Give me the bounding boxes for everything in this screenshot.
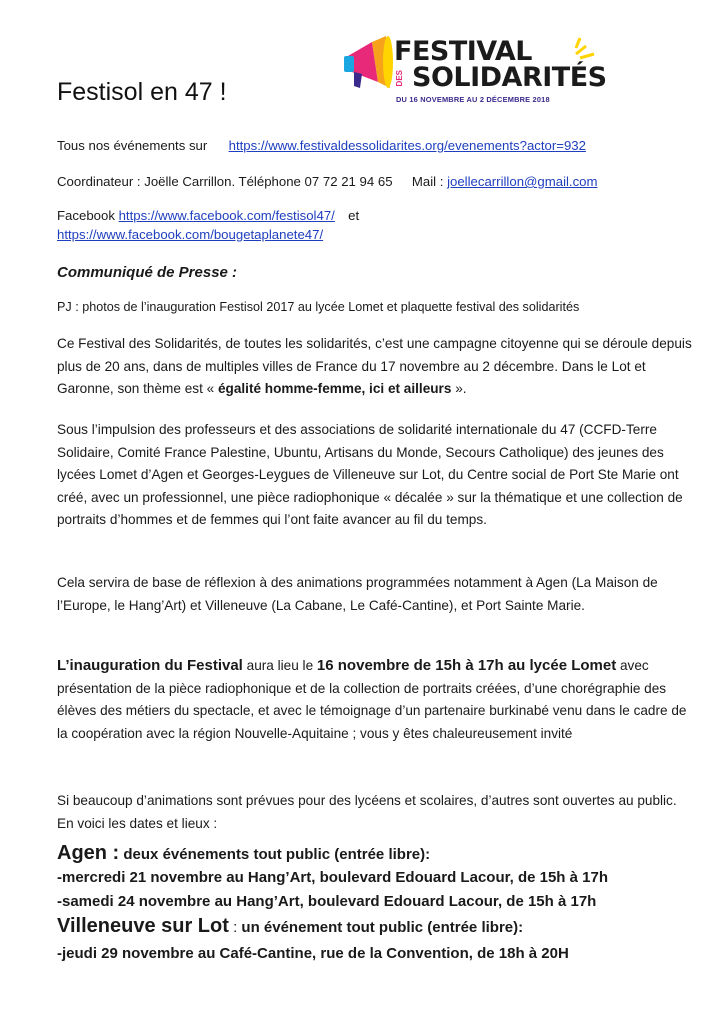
villeneuve-colon: : [228,919,238,936]
inauguration-text-1: aura lieu le [242,658,317,673]
villeneuve-heading [57,914,523,940]
facebook-line [57,207,359,224]
facebook-label: Facebook [57,208,115,223]
villeneuve-event-1: -jeudi 29 novembre au Café-Cantine, rue de la Convention, de 18h à 20H [57,945,569,962]
events-link[interactable]: https://www.festivaldessolidarites.org/evenements?actor=932 [228,138,586,153]
events-line [57,137,586,154]
logo-dates-text: DU 16 NOVEMBRE AU 2 DÉCEMBRE 2018 [396,95,550,104]
burst-lines-icon [574,36,598,60]
festival-logo [342,34,607,112]
attachment-note: PJ : photos de l’inauguration Festisol 2017 au lycée Lomet et plaquette festival des solidarités [57,300,580,314]
agen-event-1: -mercredi 21 novembre au Hang’Art, boulevard Edouard Lacour, de 15h à 17h [57,869,608,886]
inauguration-date: 16 novembre de 15h à 17h au lycée Lomet [316,657,617,674]
paragraph-impulse [57,419,697,532]
mail-label: Mail : [411,174,444,189]
paragraph-intro-end: ». [451,381,467,397]
paragraph-public-text: Si beaucoup d’animations sont prévues pour des lycéens et scolaires, d’autres sont ouvertes au public. En voici les dates et lieux : [57,793,677,831]
page-title: Festisol en 47 ! [57,78,227,106]
email-link[interactable]: joellecarrillon@gmail.com [447,174,598,189]
paragraph-public [57,790,697,835]
paragraph-intro-text: Ce Festival des Solidarités, de toutes les solidarités, c’est une campagne citoyenne qui se déroule depuis plus de 20 ans, dans de multiples villes de France du 17 novembre au 2 décembre. Dans le Lot et Garonne, son thème est « [57,336,692,397]
events-label: Tous nos événements sur [57,138,208,153]
villeneuve-city: Villeneuve sur Lot [57,915,229,937]
agen-heading [57,842,430,866]
paragraph-intro [57,333,697,401]
coordinator-label: Coordinateur : Joëlle Carrillon. Téléphone 07 72 21 94 65 [57,174,393,189]
paragraph-impulse-text: Sous l’impulsion des professeurs et des associations de solidarité internationale du 47 (CCFD-Terre Solidaire, Comité France Palestine, Ubuntu, Artisans du Monde, Secours Catholique) des jeunes des lycées Lomet d’Agen et Georges-Leygues de Villeneuve sur Lot, du Centre social de Port Ste Marie ont créé, avec un professionnel, une pièce radiophonique « décalée » sur la thématique et une collection de portraits d’hommes et de femmes qui l’ont faite avancer au fil du temps. [57,422,683,528]
logo-solidarites-text: SOLIDARITÉS [412,62,607,93]
agen-city: Agen : [57,842,120,864]
paragraph-intro-theme: égalité homme-femme, ici et ailleurs [217,381,452,397]
coordinator-line [57,173,598,190]
facebook-and: et [348,208,360,223]
facebook-link-festisol[interactable]: https://www.facebook.com/festisol47/ [118,208,335,223]
facebook-line-2 [57,226,323,243]
inauguration-text-2: avec présentation de la pièce radiophonique et de la collection de portraits créées, d’une chorégraphie des élèves des métiers du spectacle, et avec le témoignage d’un partenaire burkinabé venu dans le cadre de la coopération avec la région Nouvelle-Aquitaine ; vous y êtes chaleureusement invité [57,658,687,741]
megaphone-icon [342,34,402,94]
logo-festival-text: FESTIVAL [394,36,532,67]
paragraph-reflection [57,572,697,617]
paragraph-reflection-text: Cela servira de base de réflexion à des animations programmées notamment à Agen (La Maison de l’Europe, le Hang’Art) et Villeneuve (La Cabane, Le Café-Cantine), et Port Sainte Marie. [57,575,658,613]
logo-des-text: DES [395,70,404,87]
press-heading: Communiqué de Presse : [57,264,238,281]
agen-summary: deux événements tout public (entrée libre): [119,846,431,863]
facebook-link-bougetaplanete[interactable]: https://www.facebook.com/bougetaplanete47/ [57,227,324,242]
villeneuve-summary: un événement tout public (entrée libre): [237,919,524,936]
paragraph-inauguration [57,655,697,745]
agen-event-2: -samedi 24 novembre au Hang’Art, boulevard Edouard Lacour, de 15h à 17h [57,893,597,910]
inauguration-heading: L’inauguration du Festival [57,657,243,674]
